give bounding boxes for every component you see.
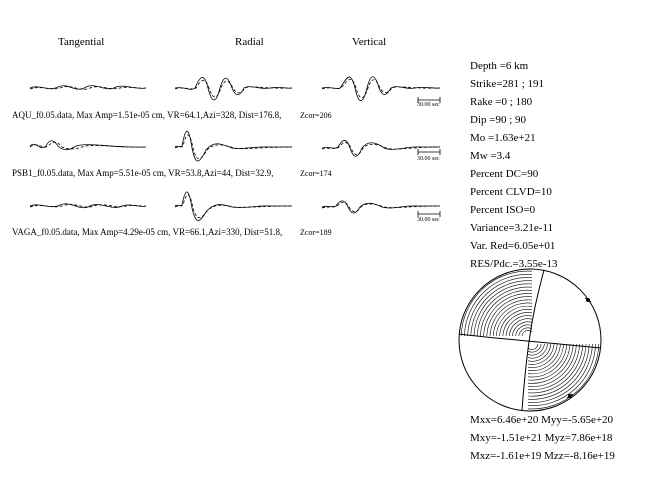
scale-label-aqu: 30.00 sec xyxy=(417,102,440,108)
param-var-red: Var. Red=6.05e+01 xyxy=(470,240,556,252)
zcor-aqu: Zcor=206 xyxy=(300,111,332,120)
moment-tensor-row-1: Mxx=6.46e+20 Myy=-5.65e+20 xyxy=(470,414,614,426)
header-radial: Radial xyxy=(235,36,264,48)
param-percent-dc: Percent DC=90 xyxy=(470,168,539,180)
station-info-psb1: PSB1_f0.05.data, Max Amp=5.51e-05 cm, VR=53.8,Azi=44, Dist=32.9, xyxy=(12,168,274,178)
param-percent-iso: Percent ISO=0 xyxy=(470,204,536,216)
aqu-vertical-synthetic xyxy=(322,79,440,97)
zcor-vaga: Zcor=189 xyxy=(300,228,332,237)
header-vertical: Vertical xyxy=(352,36,387,48)
param-variance: Variance=3.21e-11 xyxy=(470,222,554,234)
scale-label-vaga: 30.00 sec xyxy=(417,217,440,223)
moment-tensor-row-2: Mxy=-1.51e+21 Myz=7.86e+18 xyxy=(470,432,613,444)
station-info-vaga: VAGA_f0.05.data, Max Amp=4.29e-05 cm, VR=66.1,Azi=330, Dist=51.8, xyxy=(12,227,283,237)
zcor-psb1: Zcor=174 xyxy=(300,169,332,178)
aqu-radial-synthetic xyxy=(175,80,292,97)
param-res-pdc: RES/Pdc.=3.55e-13 xyxy=(470,258,558,270)
param-rake: Rake =0 ; 180 xyxy=(470,96,533,108)
param-percent-clvd: Percent CLVD=10 xyxy=(470,186,552,198)
psb1-tangential-observed xyxy=(30,141,146,150)
param-mw: Mw =3.4 xyxy=(470,150,511,162)
param-strike: Strike=281 ; 191 xyxy=(470,78,545,90)
vaga-tangential-observed xyxy=(30,204,146,208)
psb1-radial-observed xyxy=(175,131,292,161)
param-dip: Dip =90 ; 90 xyxy=(470,114,527,126)
param-depth: Depth =6 km xyxy=(470,60,529,72)
vaga-vertical-observed xyxy=(322,201,440,213)
moment-tensor-row-3: Mxz=-1.61e+19 Mzz=-8.16e+19 xyxy=(470,450,615,462)
param-mo: Mo =1.63e+21 xyxy=(470,132,536,144)
station-info-aqu: AQU_f0.05.data, Max Amp=1.51e-05 cm, VR=64.1,Azi=328, Dist=176.8, xyxy=(12,110,282,120)
psb1-vertical-observed xyxy=(322,140,440,156)
vaga-radial-synthetic xyxy=(175,195,292,218)
scale-label-psb1: 30.00 sec xyxy=(417,156,440,162)
header-tangential: Tangential xyxy=(58,36,105,48)
